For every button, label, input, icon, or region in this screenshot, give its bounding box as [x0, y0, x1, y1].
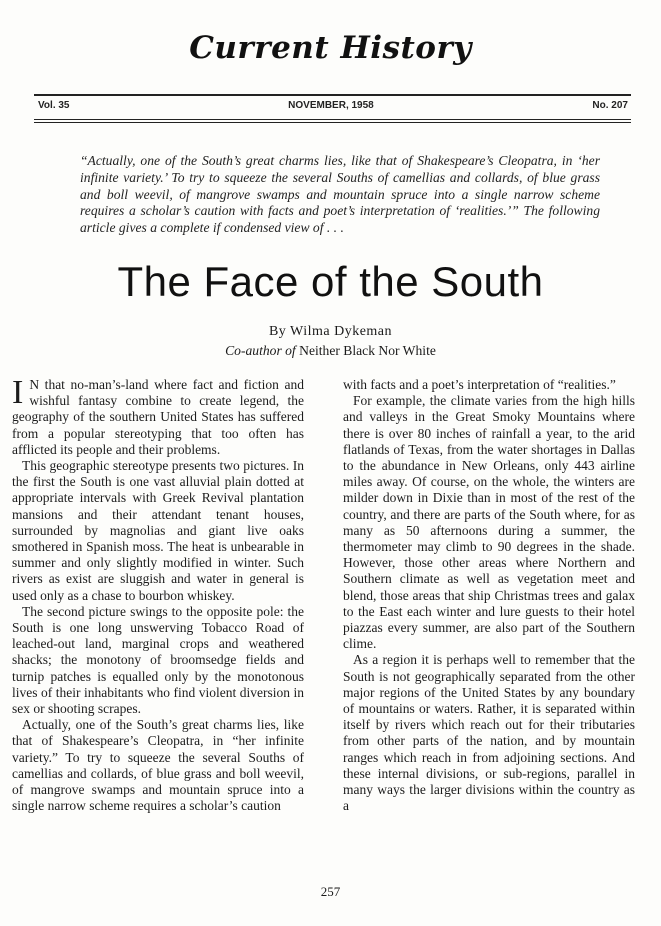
paragraph: This geographic stereotype presents two pictures. In the first the South is one vast alluvial plain dotted at appropriate intervals with Greek Revival plantation mansions and their attendant tenant houses, surrounded by magnolias and giant live oaks smothered in Spanish moss. The heat is unbearable in summer and only slightly modified in winter. Such rivers as exist are sluggish and water in general is used only as a chase to bourbon whiskey. — [12, 458, 304, 603]
paragraph-text: N that no-man’s-land where fact and fiction and wishful fantasy combine to create legend, the geography of the southern United States has suffered from a popular stereotyping that too often has afflicted its people and their problems. — [12, 377, 304, 457]
drop-cap: I — [12, 374, 24, 411]
volume-label: Vol. 35 — [38, 100, 70, 111]
paragraph: As a region it is perhaps well to remember that the South is not geographically separated from the other major regions of the United States by any boundary of mountains or waters. Rather, it is separated within itself by rivers which reach out for their tributaries from other parts of the nation, and by mountain ranges which reach in from adjoining sections. And these internal divisions, or sub-regions, parallel in many ways the larger divisions within the country as a — [343, 652, 635, 814]
issue-number: No. 207 — [592, 100, 628, 111]
issue-bar — [38, 100, 628, 111]
masthead-title: Current History — [189, 30, 472, 66]
byline: By Wilma Dykeman — [268, 324, 393, 339]
left-column — [12, 374, 304, 814]
coauthor-prefix: Co-author of — [225, 343, 296, 358]
issue-rule-double — [34, 122, 631, 123]
issue-date: NOVEMBER, 1958 — [288, 100, 374, 111]
article-title: The Face of the South — [117, 258, 544, 305]
right-column — [343, 377, 635, 814]
coauthor-line — [0, 343, 661, 359]
paragraph: The second picture swings to the opposite pole: the South is one long unswerving Tobacco Road of leached-out land, marginal crops and weathered shacks; the monotony of broomsedge fields and turnip patches is equalled only by the monotonous lives of their inhabitants who find violent diversion in sex or shooting scrapes. — [12, 603, 304, 717]
paragraph — [12, 374, 304, 458]
issue-rule — [34, 119, 631, 120]
paragraph: with facts and a poet’s interpretation of “realities.” — [343, 377, 616, 392]
page-number: 257 — [320, 884, 341, 899]
intro-quote: “Actually, one of the South’s great charms lies, like that of Shakespeare’s Cleopatra, in ‘her infinite variety.’ To try to squeeze the several Souths of camellias and collards, of blue grass and boll weevil, of mangrove swamps and mountain spruce into a single narrow scheme requires a scholar’s caution with facts and poet’s interpretation of ‘realities.’” The following article gives a complete if condensed view of . . . — [80, 153, 600, 236]
paragraph: For example, the climate varies from the high hills and valleys in the Great Smoky Mountains where there is over 80 inches of rainfall a year, to the arid flatlands of Texas, from the water shortages in Dallas to the abundance in New Orleans, only 443 airline miles away. Of course, on the whole, the winters are milder down in Dixie than in most of the rest of the country, and there are parts of the South where, for as many as 50 afternoons during a summer, the thermometer may climb to 90 degrees in the shade. However, those other areas where Northern and Southern climate as well as vegetation meet and blend, those areas that ship Christmas trees and galax to the East each winter and lure guests to their hotel piazzas every summer, are also part of the Southern clime. — [343, 393, 635, 652]
masthead-rule — [34, 94, 631, 96]
coauthor-book: Neither Black Nor White — [299, 343, 436, 358]
paragraph: Actually, one of the South’s great charms lies, like that of Shakespeare’s Cleopatra, in “her infinite variety.” To try to squeeze the several Souths of camellias and collards, of blue grass and boll weevil, of mangrove swamps and mountain spruce into a single narrow scheme requires a scholar’s caution — [12, 717, 304, 814]
